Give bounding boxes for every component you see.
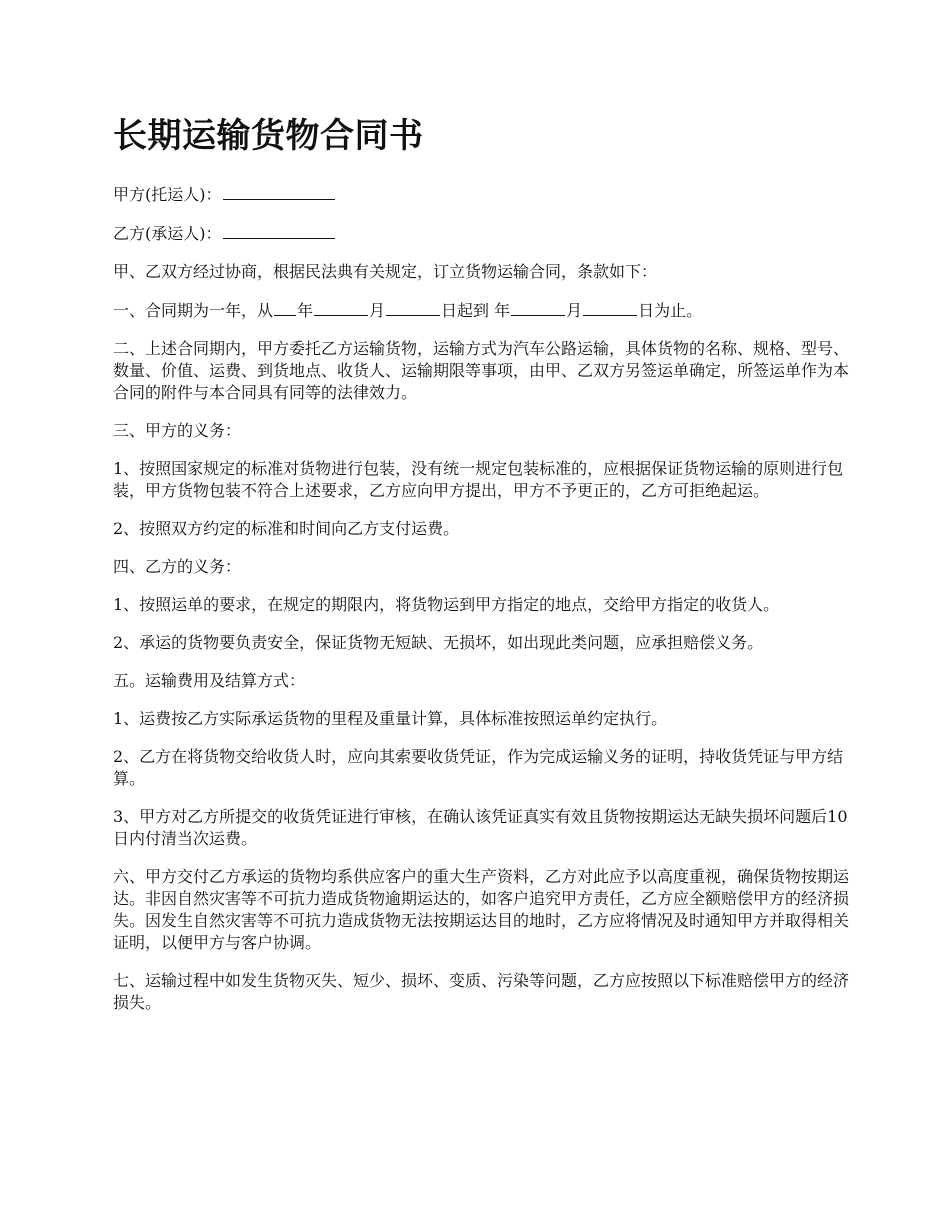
term-day-1: 日起到 年 (441, 301, 511, 320)
end-month-blank (511, 299, 565, 316)
party-a-blank (223, 183, 335, 200)
clause-5-item-1: 1、运费按乙方实际承运货物的里程及重量计算，具体标准按照运单约定执行。 (113, 709, 668, 728)
clause-2: 二、上述合同期内，甲方委托乙方运输货物，运输方式为汽车公路运输，具体货物的名称、规格、型号、数量、价值、运费、到货地点、收货人、运输期限等事项，由甲、乙双方另签运单确定，所签运单作为本合同的附件与本合同具有同等的法律效力。 (113, 339, 850, 402)
clause-5-item-2: 2、乙方在将货物交给收货人时，应向其索要收货凭证，作为完成运输义务的证明，持收货凭证与甲方结算。 (113, 747, 844, 788)
party-b-label: 乙方(承运人)： (113, 224, 222, 243)
end-day-blank (583, 299, 637, 316)
party-a-label: 甲方(托运人)： (113, 185, 222, 204)
contract-document (113, 112, 853, 1030)
term-prefix: 一、合同期为一年，从 (113, 301, 274, 320)
clause-7: 七、运输过程中如发生货物灭失、短少、损坏、变质、污染等问题，乙方应按照以下标准赔偿甲方的经济损失。 (113, 971, 850, 1012)
clause-3-item-2: 2、按照双方约定的标准和时间向乙方支付运费。 (113, 519, 460, 538)
term-clause (113, 299, 853, 322)
start-year-blank (274, 299, 296, 316)
clause-4-item-2: 2、承运的货物要负责安全，保证货物无短缺、无损坏，如出现此类问题，应承担赔偿义务。 (113, 633, 764, 652)
term-year-1: 年 (297, 301, 314, 320)
clause-3-item-1: 1、按照国家规定的标准对货物进行包装，没有统一规定包装标准的，应根据保证货物运输的原则进行包装，甲方货物包装不符合上述要求，乙方应向甲方提出，甲方不予更正的，乙方可拒绝起运。 (113, 459, 844, 500)
party-b-line (113, 222, 853, 245)
term-month-1: 月 (369, 301, 386, 320)
intro-paragraph: 甲、乙双方经过协商，根据民法典有关规定，订立货物运输合同，条款如下： (113, 262, 658, 281)
clause-5-item-3: 3、甲方对乙方所提交的收货凭证进行审核，在确认该凭证真实有效且货物按期运达无缺失损坏问题后10日内付清当次运费。 (113, 807, 848, 848)
start-month-blank (314, 299, 368, 316)
clause-5-heading: 五。运输费用及结算方式： (113, 671, 306, 690)
term-month-2: 月 (566, 301, 583, 320)
party-b-blank (223, 222, 335, 239)
clause-4-heading: 四、乙方的义务： (113, 557, 242, 576)
start-day-blank (386, 299, 440, 316)
document-title: 长期运输货物合同书 (113, 116, 424, 156)
clause-3-heading: 三、甲方的义务： (113, 421, 242, 440)
party-a-line (113, 183, 853, 206)
clause-6: 六、甲方交付乙方承运的货物均系供应客户的重大生产资料，乙方对此应予以高度重视，确保货物按期运达。非因自然灾害等不可抗力造成货物逾期运达的，如客户追究甲方责任，乙方应全额赔偿甲方的经济损失。因发生自然灾害等不可抗力造成货物无法按期运达目的地时，乙方应将情况及时通知甲方并取得相关证明，以便甲方与客户协调。 (113, 867, 850, 952)
clause-4-item-1: 1、按照运单的要求，在规定的期限内，将货物运到甲方指定的地点，交给甲方指定的收货人。 (113, 595, 780, 614)
term-end: 日为止。 (638, 301, 703, 320)
